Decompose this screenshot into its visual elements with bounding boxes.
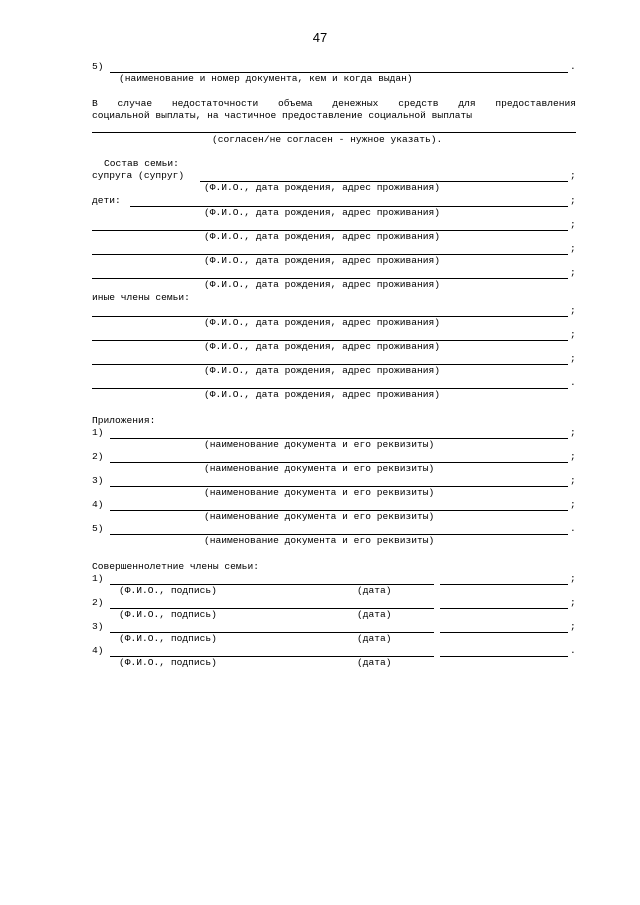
adult-number: 3) xyxy=(92,621,104,632)
adult-date-line[interactable] xyxy=(440,608,568,609)
doc-caption: (наименование и номер документа, кем и когда выдан) xyxy=(119,73,413,84)
adult-date-caption: (дата) xyxy=(357,609,392,620)
attachment-number: 2) xyxy=(92,451,104,462)
attachment-semicolon: ; xyxy=(570,499,576,510)
child-semicolon: ; xyxy=(570,267,576,278)
attachment-caption: (наименование документа и его реквизиты) xyxy=(204,535,435,546)
consent-caption: (согласен/не согласен - нужное указать). xyxy=(212,134,443,145)
adult-sign-caption: (Ф.И.О., подпись) xyxy=(119,609,217,620)
attachment-number: 1) xyxy=(92,427,104,438)
child-semicolon: ; xyxy=(570,243,576,254)
other-member-caption: (Ф.И.О., дата рождения, адрес проживания) xyxy=(204,365,441,376)
attachment-semicolon: ; xyxy=(570,427,576,438)
child-semicolon: ; xyxy=(570,195,576,206)
child-semicolon: ; xyxy=(570,219,576,230)
children-label: дети: xyxy=(92,195,121,206)
other-member-period: . xyxy=(570,377,576,388)
other-member-semicolon: ; xyxy=(570,353,576,364)
child-caption: (Ф.И.О., дата рождения, адрес проживания) xyxy=(204,255,441,266)
adult-date-caption: (дата) xyxy=(357,657,392,668)
attachment-number: 3) xyxy=(92,475,104,486)
attachment-caption: (наименование документа и его реквизиты) xyxy=(204,463,435,474)
other-member-semicolon: ; xyxy=(570,305,576,316)
adult-sign-caption: (Ф.И.О., подпись) xyxy=(119,633,217,644)
attachment-number: 5) xyxy=(92,523,104,534)
attachments-heading: Приложения: xyxy=(92,415,156,426)
adult-date-line[interactable] xyxy=(440,584,568,585)
adult-date-line[interactable] xyxy=(440,632,568,633)
adults-heading: Совершеннолетние члены семьи: xyxy=(92,561,259,572)
adult-semicolon: ; xyxy=(570,621,576,632)
adult-number: 4) xyxy=(92,645,104,656)
attachment-caption: (наименование документа и его реквизиты) xyxy=(204,511,435,522)
adult-date-caption: (дата) xyxy=(357,633,392,644)
attachment-semicolon: ; xyxy=(570,451,576,462)
child-caption: (Ф.И.О., дата рождения, адрес проживания) xyxy=(204,231,441,242)
other-member-caption: (Ф.И.О., дата рождения, адрес проживания) xyxy=(204,341,441,352)
doc-end-punct: . xyxy=(570,61,576,72)
attachment-caption: (наименование документа и его реквизиты) xyxy=(204,439,435,450)
attachment-number: 4) xyxy=(92,499,104,510)
attachment-caption: (наименование документа и его реквизиты) xyxy=(204,487,435,498)
spouse-label: супруга (супруг) xyxy=(92,170,185,181)
doc-number: 5) xyxy=(92,61,104,72)
adult-number: 1) xyxy=(92,573,104,584)
child-caption: (Ф.И.О., дата рождения, адрес проживания) xyxy=(204,207,441,218)
other-member-semicolon: ; xyxy=(570,329,576,340)
child-caption: (Ф.И.О., дата рождения, адрес проживания) xyxy=(204,279,441,290)
adult-semicolon: ; xyxy=(570,573,576,584)
consent-text-line-1: В случае недостаточности объема денежных средств для предоставления xyxy=(92,98,576,109)
adult-semicolon: ; xyxy=(570,597,576,608)
family-heading: Состав семьи: xyxy=(104,158,179,169)
adult-date-caption: (дата) xyxy=(357,585,392,596)
spouse-semicolon: ; xyxy=(570,170,576,181)
adult-sign-caption: (Ф.И.О., подпись) xyxy=(119,585,217,596)
adult-number: 2) xyxy=(92,597,104,608)
page-number: 47 xyxy=(312,30,328,45)
attachment-semicolon: ; xyxy=(570,475,576,486)
attachment-period: . xyxy=(570,523,576,534)
spouse-caption: (Ф.И.О., дата рождения, адрес проживания) xyxy=(204,182,441,193)
other-member-caption: (Ф.И.О., дата рождения, адрес проживания) xyxy=(204,389,441,400)
consent-field-line[interactable] xyxy=(92,132,576,133)
adult-sign-caption: (Ф.И.О., подпись) xyxy=(119,657,217,668)
others-label: иные члены семьи: xyxy=(92,292,190,303)
adult-date-line[interactable] xyxy=(440,656,568,657)
consent-text-line-2: социальной выплаты, на частичное предоставление социальной выплаты xyxy=(92,110,472,121)
other-member-caption: (Ф.И.О., дата рождения, адрес проживания) xyxy=(204,317,441,328)
adult-period: . xyxy=(570,645,576,656)
